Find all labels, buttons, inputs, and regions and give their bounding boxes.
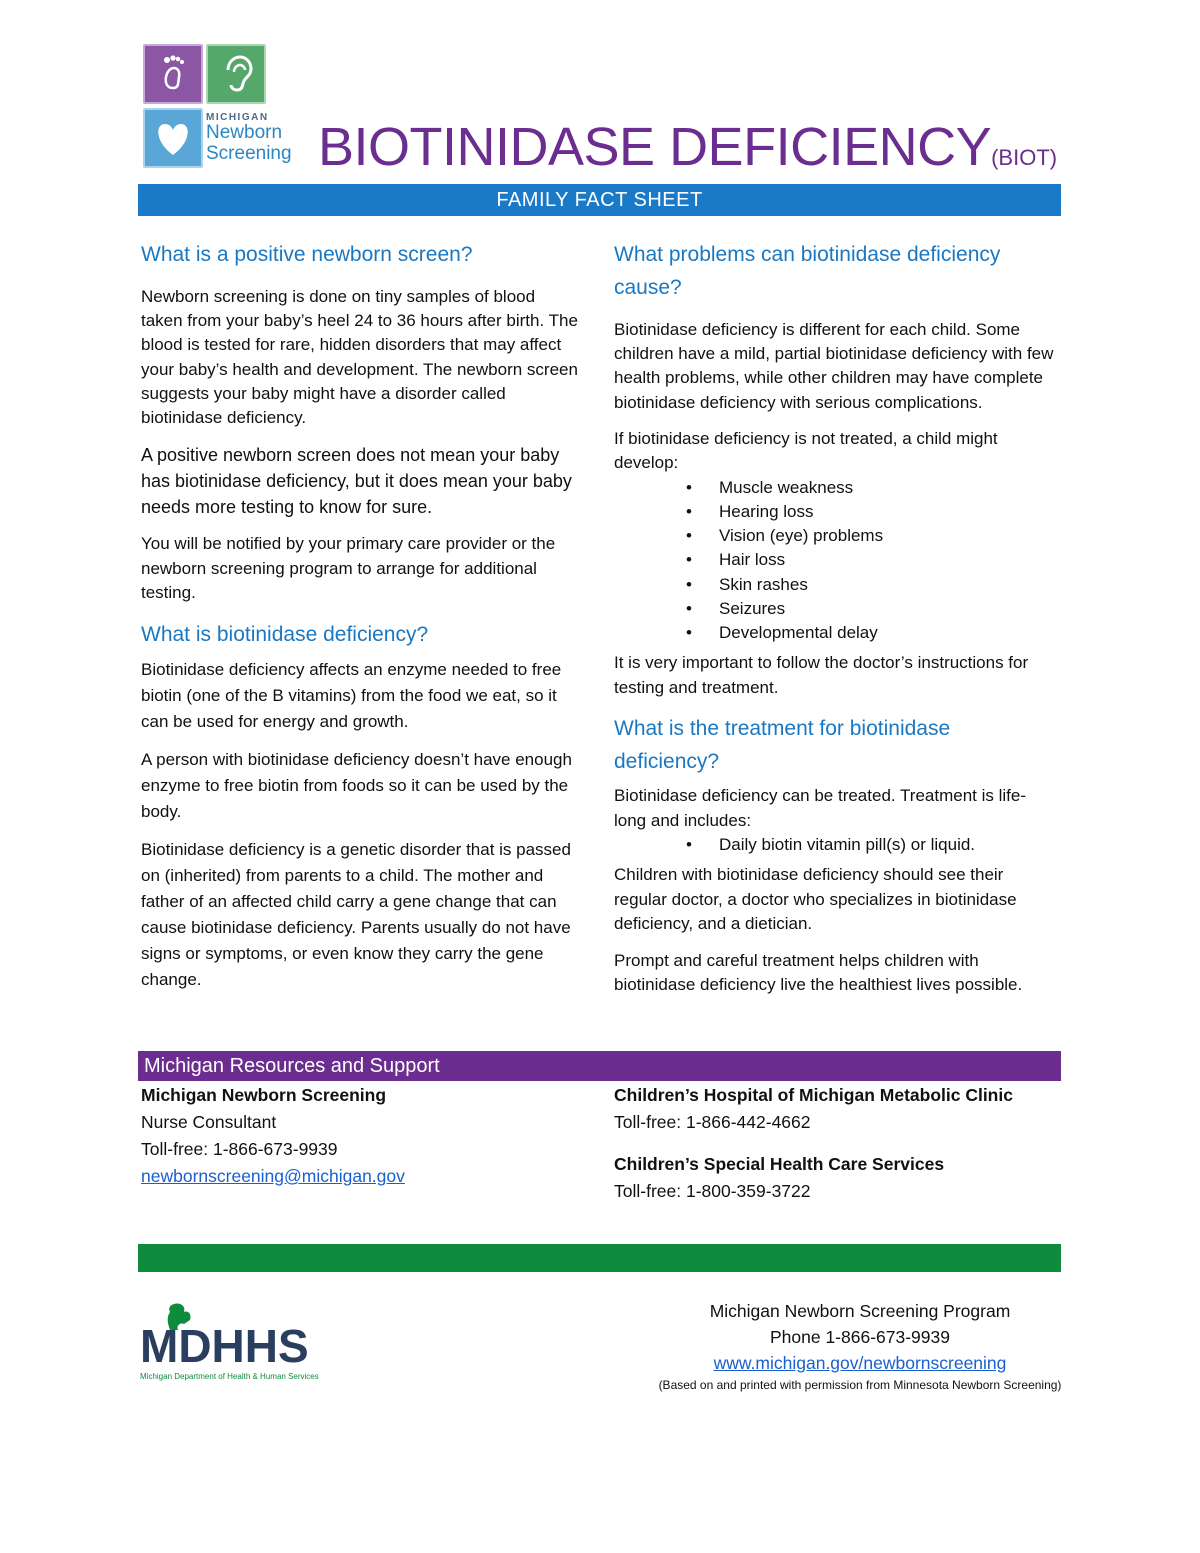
list-item: • Vision (eye) problems (719, 524, 1056, 548)
heading-treatment: What is the treatment for biotinidase deficiency? (614, 717, 951, 774)
para-genetic: Biotinidase deficiency is a genetic disorder that is passed on (inherited) from parents to a child. The mother and father of an affected child carry a gene change that can cause biotinidase deficiency. Parents usually do not have signs or symptoms, or even know they carry the gene change. (141, 839, 571, 989)
list-item: • Muscle weakness (719, 476, 1056, 500)
page-title (318, 116, 1057, 178)
para-different: Biotinidase deficiency is different for each child. Some children have a mild, partial biotinidase deficiency with few health problems, while other children may have complete biotinidase deficiency with serious complications. (614, 320, 1054, 412)
list-item: • Hearing loss (719, 500, 1056, 524)
fact-sheet-banner: FAMILY FACT SHEET (138, 184, 1061, 216)
logo-wordmark (206, 122, 292, 164)
resource-newborn-screening (141, 1082, 405, 1190)
resource-name: Michigan Newborn Screening (141, 1085, 387, 1105)
para-not-enough: A person with biotinidase deficiency doesn’t have enough enzyme to free biotin from foods so it can be used by the body. (141, 749, 572, 821)
resource-phone: Toll-free: 1-800-359-3722 (614, 1181, 811, 1201)
para-enzyme: Biotinidase deficiency affects an enzyme needed to free biotin (one of the B vitamins) from the food we eat, so it can be used for energy and growth. (141, 659, 562, 731)
logo-line-2: Screening (206, 143, 292, 164)
left-column (141, 238, 581, 1005)
mdhhs-tagline: Michigan Department of Health & Human Services (140, 1372, 319, 1381)
heart-tile (143, 108, 203, 168)
treatment-list (614, 833, 1056, 857)
footprint-icon (145, 46, 201, 102)
resources-banner: Michigan Resources and Support (138, 1051, 1061, 1081)
footer-note: (Based on and printed with permission from Minnesota Newborn Screening) (658, 1378, 1062, 1392)
para-see-doctors: Children with biotinidase deficiency should see their regular doctor, a doctor who specializes in biotinidase deficiency, and a dietician. (614, 865, 1017, 934)
footer-phone: Phone 1-866-673-9939 (769, 1327, 950, 1347)
resource-name: Children’s Special Health Care Services (614, 1154, 945, 1174)
right-column (614, 238, 1056, 1010)
mdhhs-logo (140, 1300, 350, 1385)
para-notified: You will be notified by your primary care provider or the newborn screening program to arrange for additional testing. (141, 534, 556, 603)
para-positive-meaning: A positive newborn screen does not mean your baby has biotinidase deficiency, but it does mean your baby needs more testing to know for sure. (141, 445, 572, 518)
list-item: • Hair loss (719, 548, 1056, 572)
footer (540, 1298, 1180, 1394)
resource-name: Children’s Hospital of Michigan Metabolic Clinic (614, 1085, 1013, 1105)
logo-state-label: MICHIGAN (206, 112, 269, 123)
footer-program: Michigan Newborn Screening Program (709, 1301, 1011, 1321)
para-follow-doctor: It is very important to follow the doctor’s instructions for testing and treatment. (614, 653, 1029, 697)
heading-positive-screen: What is a positive newborn screen? (141, 243, 473, 266)
heart-icon (145, 110, 201, 166)
mdhhs-wordmark: MDHHS (140, 1320, 309, 1372)
heading-problems: What problems can biotinidase deficiency cause? (614, 243, 1001, 299)
ear-tile (206, 44, 266, 104)
resource-right-column (614, 1082, 1013, 1205)
list-item: • Seizures (719, 597, 1056, 621)
list-item: • Developmental delay (719, 621, 1056, 645)
para-can-be-treated: Biotinidase deficiency can be treated. Treatment is life-long and includes: (614, 786, 1026, 830)
resource-phone: Toll-free: 1-866-442-4662 (614, 1112, 811, 1132)
para-screening: Newborn screening is done on tiny samples of blood taken from your baby’s heel 24 to 36 hours after birth. The blood is tested for rare, hidden disorders that may affect your baby’s health and development. The newborn screen suggests your baby might have a disorder called biotinidase deficiency. (141, 287, 578, 428)
para-prompt-treatment: Prompt and careful treatment helps children with biotinidase deficiency live the healthiest lives possible. (614, 950, 1023, 995)
ear-icon (208, 46, 264, 102)
title-suffix: (BIOT) (991, 145, 1058, 170)
list-item: • Skin rashes (719, 573, 1056, 597)
footer-divider (138, 1244, 1061, 1272)
michigan-icon (140, 1300, 350, 1385)
symptom-list (614, 476, 1056, 645)
heading-what-is: What is biotinidase deficiency? (141, 622, 429, 646)
email-link[interactable]: newbornscreening@michigan.gov (141, 1166, 405, 1186)
logo-line-1: Newborn (206, 122, 283, 143)
website-link[interactable]: www.michigan.gov/newbornscreening (713, 1353, 1007, 1373)
resource-role: Nurse Consultant (141, 1112, 277, 1132)
resource-phone: Toll-free: 1-866-673-9939 (141, 1139, 338, 1159)
list-item: • Daily biotin vitamin pill(s) or liquid. (719, 833, 1056, 857)
para-if-untreated: If biotinidase deficiency is not treated, a child might develop: (614, 428, 998, 473)
footprint-tile (143, 44, 203, 104)
title-main: BIOTINIDASE DEFICIENCY (318, 117, 992, 177)
